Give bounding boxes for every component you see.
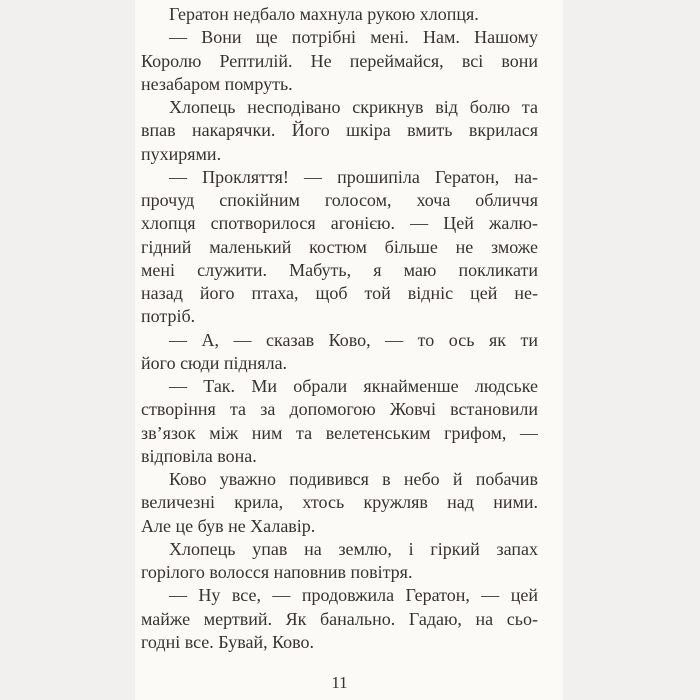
text-line: пухирями.	[141, 143, 222, 164]
paragraph	[141, 3, 538, 26]
page	[135, 0, 563, 700]
text-line: — Прокляття! — прошипіла Гератон, на-	[169, 166, 538, 187]
text-line: прочуд спокійним голосом, хоча обличчя	[141, 190, 538, 210]
text-line: незабаром помруть.	[141, 73, 293, 94]
page-text	[135, 0, 563, 654]
paragraph	[141, 375, 538, 468]
text-line: Але це був не Халавір.	[141, 515, 316, 536]
text-line: — Так. Ми обрали якнайменше людське	[169, 376, 538, 396]
text-line: назад його птаха, щоб той відніс цей не-	[141, 283, 538, 303]
paragraph	[141, 26, 538, 96]
text-line: його сюди підняла.	[141, 352, 288, 373]
paragraph	[141, 538, 538, 585]
paragraph	[141, 96, 538, 166]
text-line: Ково уважно подивився в небо й побачив	[169, 469, 538, 489]
text-line: — А, — сказав Ково, — то ось як ти	[169, 329, 538, 350]
text-line: — Ну все, — продовжила Гератон, — цей	[169, 585, 538, 606]
text-line: створіння та за допомогою Жовчі встановили	[141, 399, 538, 420]
paragraph	[141, 468, 538, 538]
text-line: зв’язок між ним та велетенським грифом, —	[141, 422, 538, 443]
text-line: годні все. Бувай, Ково.	[141, 631, 315, 652]
text-line: впав накарячки. Його шкіра вмить вкрилася	[141, 120, 538, 141]
text-line: Хлопець несподівано скрикнув від болю та	[169, 97, 538, 117]
text-line: потріб.	[141, 306, 196, 327]
text-line: мені служити. Мабуть, я маю покликати	[141, 259, 538, 280]
page-number: 11	[331, 673, 348, 692]
text-line: гідний маленький костюм більше не зможе	[141, 236, 538, 257]
text-line: — Вони ще потрібні мені. Нам. Нашому	[169, 27, 538, 48]
text-line: Хлопець упав на землю, і гіркий запах	[169, 538, 538, 559]
paragraph	[141, 166, 538, 329]
paragraph	[141, 329, 538, 376]
text-line: величезні крила, хтось кружляв над ними.	[141, 492, 538, 513]
paragraph	[141, 584, 538, 654]
text-line: відповіла вона.	[141, 445, 257, 466]
text-line: горілого волосся наповнив повітря.	[141, 562, 413, 582]
text-line: Королю Рептилій. Не переймайся, всі вони	[141, 50, 538, 71]
text-line: Гератон недбало махнула рукою хлопця.	[169, 4, 479, 24]
text-line: хлопця спотворилося агонією. — Цей жалю-	[141, 213, 538, 234]
text-line: майже мертвий. Як банально. Гадаю, на сьо-	[141, 608, 538, 629]
